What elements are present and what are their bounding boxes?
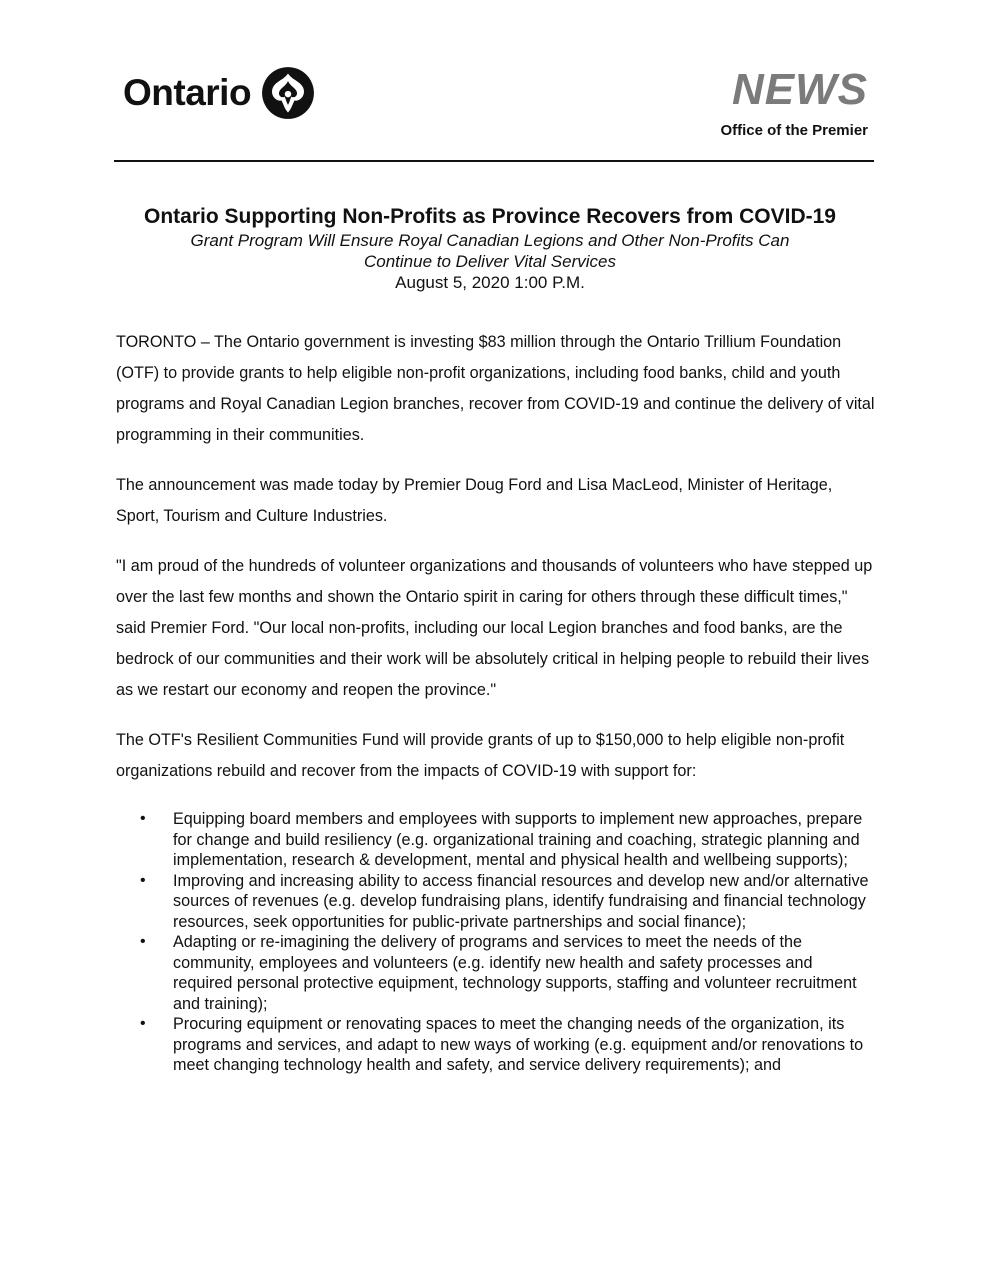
bullet-item — [116, 809, 876, 871]
bullet-text: Procuring equipment or renovating spaces to meet the changing needs of the organization, its programs and services, and adapt to new ways of working (e.g. equipment and/or renovations to meet changing technology health and safety, and service delivery requirements); and — [173, 1015, 864, 1074]
release-body — [116, 327, 876, 1076]
bullet-text: Equipping board members and employees with supports to implement new approaches, prepare for change and build resiliency (e.g. organizational training and coaching, strategic planning and implementation, research & development, mental and physical health and wellbeing supports); — [173, 810, 863, 869]
office-label: Office of the Premier — [720, 122, 868, 139]
news-label: NEWS — [732, 65, 868, 114]
body-paragraph: The announcement was made today by Premier Doug Ford and Lisa MacLeod, Minister of Heritage, Sport, Tourism and Culture Industries. — [116, 476, 833, 525]
release-title: Ontario Supporting Non-Profits as Province Recovers from COVID-19 — [144, 205, 836, 228]
body-paragraph: The OTF's Resilient Communities Fund will provide grants of up to $150,000 to help eligible non-profit organizations rebuild and recover from the impacts of COVID-19 with support for: — [116, 731, 845, 780]
ontario-trillium-icon — [261, 66, 315, 120]
bullet-text: Adapting or re-imagining the delivery of programs and services to meet the needs of the community, employees and volunteers (e.g. identify new health and safety processes and required personal protective equipment, technology supports, staffing and volunteer recruitment and training); — [173, 933, 857, 1013]
release-date: August 5, 2020 1:00 P.M. — [395, 273, 585, 292]
bullet-item — [116, 1014, 876, 1076]
release-heading — [100, 204, 880, 293]
bullet-text: Improving and increasing ability to access financial resources and develop new and/or alternative sources of revenues (e.g. develop fundraising plans, identify fundraising and financial technology resources, seek opportunities for public-private partnerships and social finance); — [173, 871, 869, 931]
bullet-icon: • — [140, 933, 146, 950]
body-paragraph: "I am proud of the hundreds of volunteer organizations and thousands of volunteers who have stepped up over the last few months and shown the Ontario spirit in caring for others through these difficult times," said Premier Ford. "Our local non-profits, including our local Legion branches and food banks, are the bedrock of our communities and their work will be absolutely critical in helping people to rebuild their lives as we restart our economy and reopen the province." — [116, 557, 873, 699]
bullet-icon: • — [140, 1015, 146, 1032]
bullet-item — [116, 932, 876, 1014]
body-paragraph: TORONTO – The Ontario government is investing $83 million through the Ontario Trillium Foundation (OTF) to provide grants to help eligible non-profit organizations, including food banks, child and youth programs and Royal Canadian Legion branches, recover from COVID-19 and continue the delivery of vital programming in their communities. — [116, 333, 875, 444]
ontario-logo — [123, 66, 315, 120]
release-subtitle-line-2: Continue to Deliver Vital Services — [364, 252, 616, 271]
bullet-icon: • — [140, 810, 146, 827]
bullet-item — [116, 871, 876, 933]
release-subtitle-line-1: Grant Program Will Ensure Royal Canadian Legions and Other Non-Profits Can — [190, 231, 790, 250]
header-divider — [114, 160, 874, 162]
logo-wordmark: Ontario — [123, 72, 252, 113]
news-header — [720, 65, 868, 139]
support-bullet-list — [116, 809, 876, 1076]
bullet-icon: • — [140, 871, 146, 889]
